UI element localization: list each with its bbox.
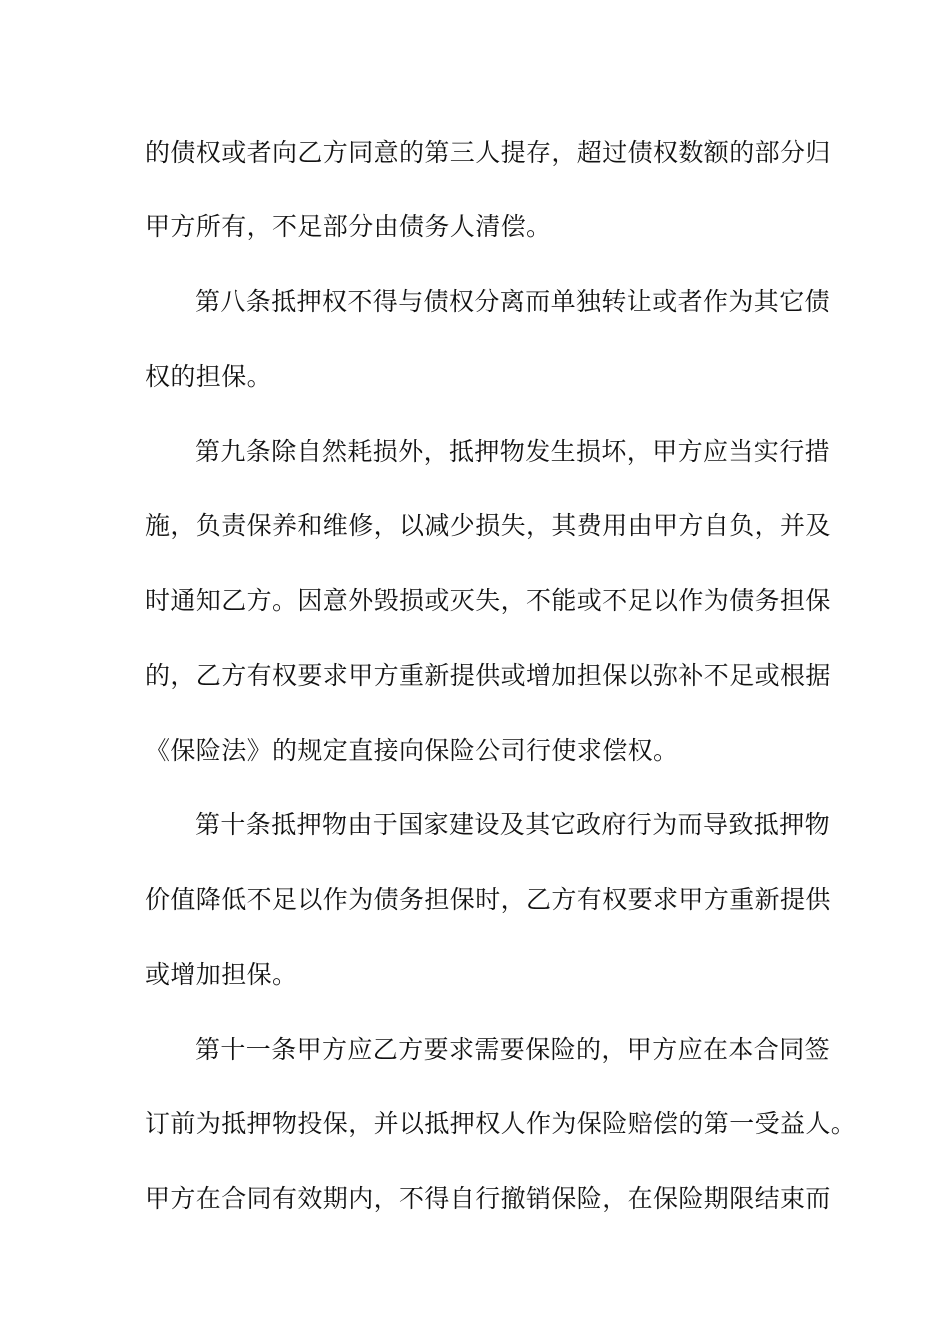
text-line: 时通知乙方。因意外毁损或灭失，不能或不足以作为债务担保	[145, 586, 831, 615]
text-line: 甲方在合同有效期内，不得自行撤销保险，在保险期限结束而	[145, 1184, 831, 1213]
text-line: 或增加担保。	[145, 960, 298, 989]
text-line: 的，乙方有权要求甲方重新提供或增加担保以弥补不足或根据	[145, 661, 831, 690]
text-line: 价值降低不足以作为债务担保时，乙方有权要求甲方重新提供	[145, 885, 831, 914]
text-line: 第九条除自然耗损外，抵押物发生损坏，甲方应当实行措	[195, 437, 831, 466]
text-line: 甲方所有，不足部分由债务人清偿。	[145, 212, 552, 241]
text-line: 第十一条甲方应乙方要求需要保险的，甲方应在本合同签	[195, 1035, 831, 1064]
text-line: 的债权或者向乙方同意的第三人提存，超过债权数额的部分归	[145, 138, 831, 167]
text-line: 第十条抵押物由于国家建设及其它政府行为而导致抵押物	[195, 810, 831, 839]
text-line: 订前为抵押物投保，并以抵押权人作为保险赔偿的第一受益人。	[145, 1109, 857, 1138]
text-line: 第八条抵押权不得与债权分离而单独转让或者作为其它债	[195, 287, 831, 316]
text-line: 施，负责保养和维修，以减少损失，其费用由甲方自负，并及	[145, 511, 831, 540]
text-line: 权的担保。	[145, 362, 273, 391]
text-line: 《保险法》的规定直接向保险公司行使求偿权。	[145, 736, 679, 765]
